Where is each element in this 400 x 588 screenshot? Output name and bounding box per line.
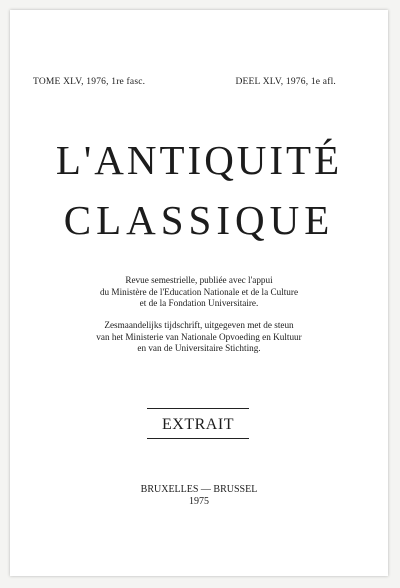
extrait-label: EXTRAIT [162, 416, 234, 433]
imprint-year: 1975 [189, 496, 209, 507]
volume-info-nl: DEEL XLV, 1976, 1e afl. [235, 77, 336, 87]
extrait-box [147, 408, 249, 439]
journal-cover [10, 10, 388, 576]
volume-info-fr: TOME XLV, 1976, 1re fasc. [33, 77, 146, 87]
journal-title-line2: CLASSIQUE [63, 197, 335, 243]
imprint [10, 484, 388, 508]
description-dutch [10, 320, 388, 355]
journal-title-line1: L'ANTIQUITÉ [55, 137, 343, 183]
description-fr-line: Revue semestrielle, publiée avec l'appui [125, 275, 273, 285]
description-fr-line: du Ministère de l'Education Nationale et de la Culture [99, 286, 299, 297]
imprint-place: BRUXELLES — BRUSSEL [140, 484, 258, 495]
description-nl-line: en van de Universitaire Stichting. [137, 343, 261, 353]
description-fr-line: et de la Fondation Universitaire. [139, 298, 259, 308]
description-nl-line: van het Ministerie van Nationale Opvoeding en Kultuur [96, 331, 302, 342]
description-french [10, 275, 388, 310]
description-nl-line: Zesmaandelijks tijdschrift, uitgegeven met de steun [104, 320, 294, 330]
